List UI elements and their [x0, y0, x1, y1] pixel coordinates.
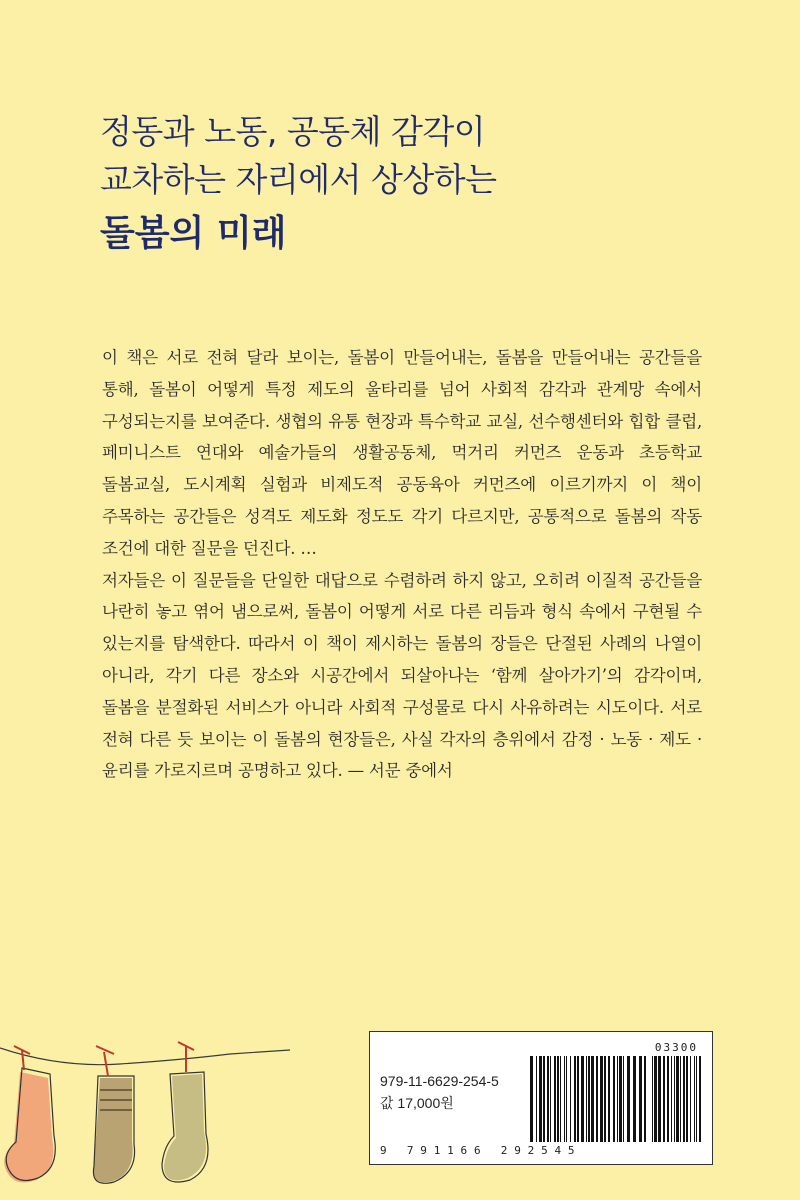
- addon-code: 03300: [654, 1041, 698, 1054]
- barcode-bar: [674, 1056, 675, 1142]
- isbn-number: 979-11-6629-254-5: [380, 1073, 499, 1089]
- barcode-bar: [627, 1056, 630, 1142]
- barcode-bar: [604, 1056, 606, 1142]
- barcode-bar: [619, 1056, 622, 1142]
- isbn-info: [380, 1070, 499, 1114]
- sock-orange-icon: [4, 1046, 55, 1182]
- barcode-bar: [613, 1056, 615, 1142]
- barcode-bar: [658, 1056, 661, 1142]
- barcode-bar: [557, 1056, 559, 1142]
- blurb-paragraph-2: 저자들은 이 질문들을 단일한 대답으로 수렴하려 하지 않고, 오히려 이질적 공간들을 나란히 놓고 엮어 냄으로써, 돌봄이 어떻게 서로 다른 리듬과 형식 속에서 구현될 수 있는지를 탐색한다. 따라서 이 책이 제시하는 돌봄의 장들은 단절된 사례의 나열이 아니라, 각기 다른 장소와 시공간에서 되살아나는 ‘함께 살아가기’의 감각이며, 돌봄을 분절화된 서비스가 아니라 사회적 구성물로 다시 사유하려는 시도이다. 서로 전혀 다른 듯 보이는 이 돌봄의 현장들은, 사실 각자의 층위에서 감정 · 노동 · 제도 · 윤리를 가로지르며 공명하고 있다. — 서문 중에서: [102, 570, 702, 781]
- barcode-bar: [566, 1056, 567, 1142]
- socks-illustration: [0, 1020, 290, 1200]
- barcode-digits: 9 791166 292545: [380, 1144, 582, 1157]
- barcode-bar: [680, 1056, 681, 1142]
- barcode-bar: [690, 1056, 691, 1142]
- barcode-bar: [663, 1056, 665, 1142]
- price-label: 값 17,000원: [380, 1095, 454, 1111]
- barcode-bar: [536, 1056, 537, 1142]
- barcode-bar: [591, 1056, 594, 1142]
- barcode-bar: [667, 1056, 669, 1142]
- sock-olive-icon: [162, 1042, 208, 1182]
- barcode-bar: [683, 1056, 685, 1142]
- barcode-bar: [588, 1056, 590, 1142]
- barcode-bar: [617, 1056, 618, 1142]
- barcode-bar: [694, 1056, 695, 1142]
- barcode-bar: [586, 1056, 587, 1142]
- barcode-bar: [550, 1056, 551, 1142]
- barcode-bar: [581, 1056, 584, 1142]
- barcode-addon: [652, 1056, 702, 1142]
- barcode-bar: [633, 1056, 636, 1142]
- barcode-bar: [596, 1056, 598, 1142]
- clothesline: [0, 1048, 290, 1065]
- barcode-main: [530, 1056, 648, 1142]
- barcode-bar: [686, 1056, 688, 1142]
- barcode-bar: [654, 1056, 657, 1142]
- headline-line-2: 교차하는 자리에서 상상하는: [100, 160, 497, 199]
- headline-line-1: 정동과 노동, 공동체 감각이: [100, 112, 486, 151]
- barcode-bar: [652, 1056, 653, 1142]
- barcode-bar: [639, 1056, 642, 1142]
- isbn-barcode-box: [369, 1031, 713, 1165]
- barcode-bar: [623, 1056, 624, 1142]
- barcode-bar: [574, 1056, 576, 1142]
- barcode-bar: [543, 1056, 545, 1142]
- headline-block: [100, 108, 497, 262]
- barcode-bar: [644, 1056, 646, 1142]
- barcode-bar: [696, 1056, 697, 1142]
- barcode-bar: [671, 1056, 672, 1142]
- barcode-bar: [547, 1056, 549, 1142]
- barcode-bar: [539, 1056, 542, 1142]
- barcode-bar: [608, 1056, 610, 1142]
- barcode-bar: [699, 1056, 701, 1142]
- barcode-bar: [577, 1056, 579, 1142]
- barcode-bar: [600, 1056, 603, 1142]
- book-title: 돌봄의 미래: [100, 213, 287, 254]
- sock-striped-icon: [93, 1046, 134, 1183]
- blurb-text: [102, 342, 702, 787]
- blurb-paragraph-1: 이 책은 서로 전혀 달라 보이는, 돌봄이 만들어내는, 돌봄을 만들어내는 공간들을 통해, 돌봄이 어떻게 특정 제도의 울타리를 넘어 사회적 감각과 관계망 속에서 구성되는지를 보여준다. 생협의 유통 현장과 특수학교 교실, 선수행센터와 힙합 클럽, 페미니스트 연대와 예술가들의 생활공동체, 먹거리 커먼즈 운동과 초등학교 돌봄교실, 도시계획 실험과 비제도적 공동육아 커먼즈에 이르기까지 이 책이 주목하는 공간들은 성격도 제도화 정도도 각기 다르지만, 공통적으로 돌봄의 작동 조건에 대한 질문을 던진다. …: [102, 348, 702, 558]
- barcode-bar: [676, 1056, 679, 1142]
- barcode-bar: [530, 1056, 533, 1142]
- barcode-bar: [564, 1056, 565, 1142]
- barcode-bar: [560, 1056, 561, 1142]
- barcode-bar: [554, 1056, 556, 1142]
- barcode-bar: [570, 1056, 571, 1142]
